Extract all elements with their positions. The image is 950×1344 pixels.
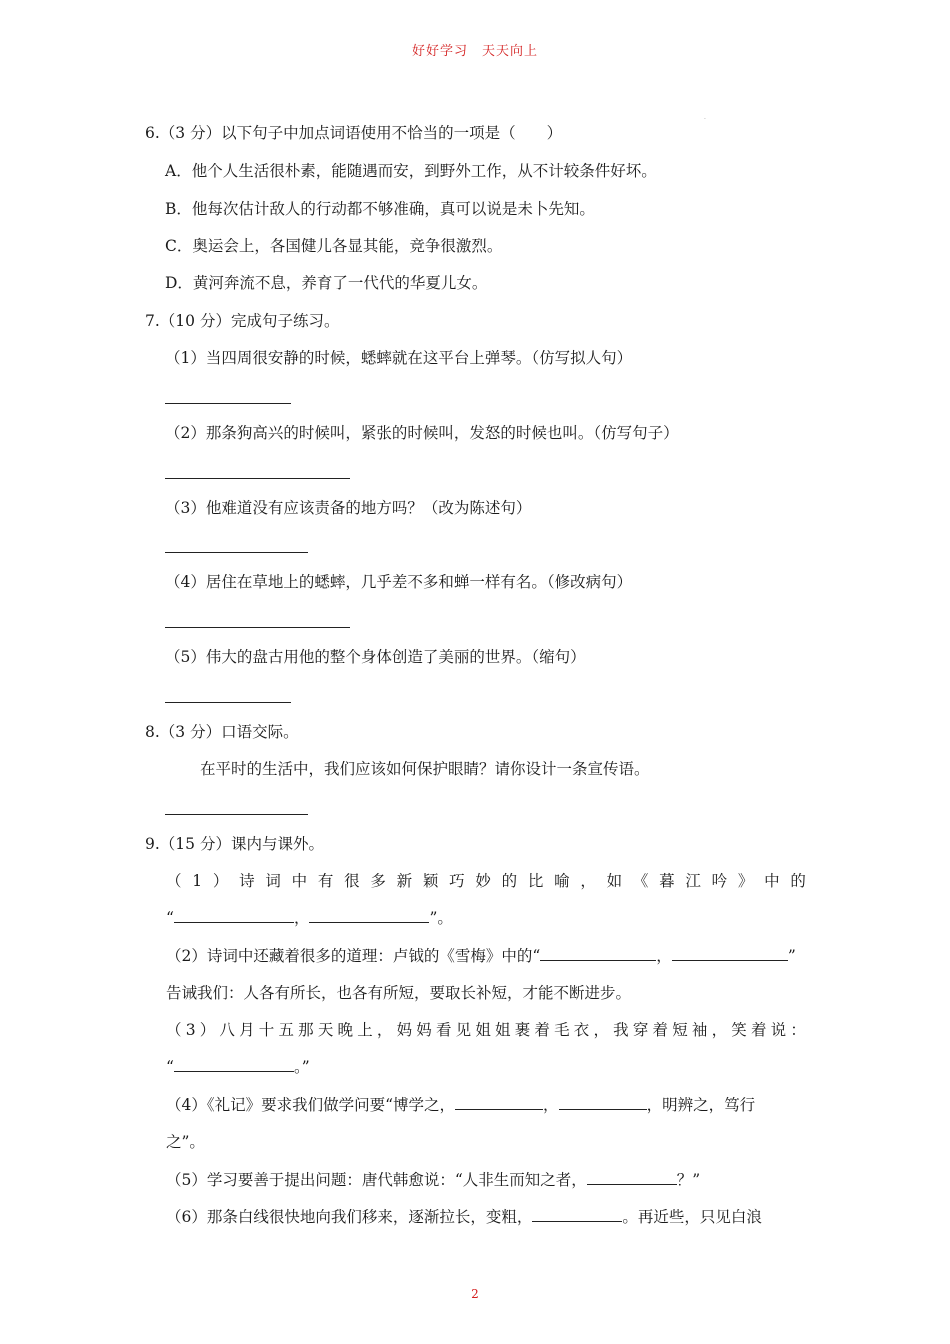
justified-char: 吟	[711, 872, 728, 890]
q8-stem: 8.（3 分）口语交际。	[145, 723, 299, 741]
q9-part2-blank-2[interactable]	[672, 946, 788, 961]
justified-char: 见	[455, 1021, 472, 1039]
q9-part4-comma: ，	[543, 1096, 559, 1114]
q9-part1-open-quote: “	[166, 909, 174, 927]
justified-char: 妙	[475, 872, 491, 890]
justified-char: 我	[613, 1021, 629, 1039]
q8-prompt: 在平时的生活中，我们应该如何保护眼睛？请你设计一条宣传语。	[200, 760, 650, 778]
q7-answer-line-1[interactable]	[165, 403, 291, 404]
justified-char: （	[166, 1021, 182, 1039]
scan-dot: ·	[704, 116, 706, 123]
justified-char: 天	[317, 1021, 334, 1039]
q6-option-a: A．他个人生活很朴素，能随遇而安，到野外工作，从不计较条件好坏。	[165, 162, 657, 180]
q9-stem: 9.（15 分）课内与课外。	[145, 835, 324, 853]
q9-part2-continued: 告诫我们：人各有所长，也各有所短，要取长补短，才能不断进步。	[166, 984, 632, 1002]
q7-answer-line-4[interactable]	[165, 627, 350, 628]
page-number: 2	[471, 1287, 479, 1301]
q8-answer-line[interactable]	[165, 814, 308, 815]
q9-part4-tail: ，明辨之，笃行	[646, 1096, 756, 1114]
q9-part1-comma: ，	[293, 909, 310, 927]
q7-stem: 7.（10 分）完成句子练习。	[145, 312, 340, 330]
justified-char: 如	[606, 872, 623, 890]
justified-char: 《	[632, 872, 649, 890]
q9-part6-lead: （6）那条白线很快地向我们移来，逐渐拉长，变粗，	[166, 1208, 533, 1226]
justified-char: 1	[192, 872, 203, 890]
q9-part2-blank-1[interactable]	[540, 946, 656, 961]
q9-part6-blank[interactable]	[532, 1207, 622, 1222]
justified-char: 短	[672, 1021, 688, 1039]
justified-char: ，	[711, 1021, 728, 1039]
q9-part1-blank-1[interactable]	[174, 908, 294, 923]
q9-part4-blank-2[interactable]	[559, 1095, 647, 1110]
justified-char: ）	[212, 872, 229, 890]
justified-char: 那	[298, 1021, 314, 1039]
q6-option-d: D．黄河奔流不息，养育了一代代的华夏儿女。	[165, 274, 488, 292]
q7-sub2: （2）那条狗高兴的时候叫，紧张的时候叫，发怒的时候也叫。（仿写句子）	[165, 424, 679, 442]
q9-part2-line	[166, 946, 796, 966]
justified-char: 袖	[691, 1021, 708, 1039]
q9-part4-continued: 之”。	[166, 1133, 205, 1151]
justified-char: 毛	[554, 1021, 570, 1039]
justified-char: 巧	[449, 872, 465, 890]
q9-part2-close-quote: ”	[787, 947, 796, 965]
justified-char: 看	[435, 1021, 452, 1039]
justified-char: ）	[199, 1021, 216, 1039]
justified-char: （	[166, 872, 182, 890]
justified-char: 江	[685, 872, 701, 890]
justified-char: 着	[652, 1021, 669, 1039]
justified-char: 五	[278, 1021, 294, 1039]
justified-char: 穿	[632, 1021, 649, 1039]
q9-part5-line	[166, 1170, 700, 1190]
justified-char: 3	[185, 1021, 196, 1039]
q9-part3-blanks	[166, 1057, 310, 1077]
justified-char: ：	[790, 1021, 806, 1039]
justified-char: 喻	[554, 872, 570, 890]
justified-char: 十	[258, 1021, 275, 1039]
q9-part3-blank[interactable]	[174, 1057, 294, 1072]
justified-char: 比	[527, 872, 544, 890]
q9-part1-close-quote: ”。	[429, 909, 453, 927]
q7-sub1: （1）当四周很安静的时候，蟋蟀就在这平台上弹琴。（仿写拟人句）	[165, 349, 633, 367]
q9-part1-blanks	[166, 908, 453, 928]
justified-char: 词	[265, 872, 281, 890]
justified-char: 很	[344, 872, 360, 890]
q7-answer-line-2[interactable]	[165, 478, 350, 479]
q6-option-b: B．他每次估计敌人的行动都不够准确，真可以说是未卜先知。	[165, 200, 595, 218]
q9-part3-line	[166, 1020, 806, 1040]
justified-char: 暮	[659, 872, 675, 890]
q7-answer-line-3[interactable]	[165, 552, 308, 553]
q7-sub3: （3）他难道没有应该责备的地方吗？（改为陈述句）	[165, 499, 532, 517]
justified-char: 说	[770, 1021, 787, 1039]
justified-char: 中	[291, 872, 308, 890]
justified-char: 衣	[573, 1021, 590, 1039]
justified-char: ，	[376, 1021, 393, 1039]
q9-part3-close-quote: 。”	[293, 1058, 310, 1076]
justified-char: 中	[764, 872, 780, 890]
q6-stem: 6.（3 分）以下句子中加点词语使用不恰当的一项是（ ）	[145, 124, 563, 142]
justified-char: 多	[370, 872, 386, 890]
q9-part4-line	[166, 1095, 755, 1115]
justified-char: 的	[790, 872, 806, 890]
q9-part5-tail: ？”	[676, 1171, 701, 1189]
justified-char: 颖	[422, 872, 439, 890]
justified-char: 笑	[731, 1021, 747, 1039]
q9-part4-blank-1[interactable]	[455, 1095, 543, 1110]
q7-answer-line-5[interactable]	[165, 702, 291, 703]
q6-option-c: C．奥运会上，各国健儿各显其能，竞争很激烈。	[165, 237, 503, 255]
justified-char: ，	[593, 1021, 609, 1039]
justified-char: 妈	[416, 1021, 432, 1039]
justified-char: 有	[317, 872, 334, 890]
justified-char: 着	[534, 1021, 550, 1039]
q9-part4-lead: （4）《礼记》要求我们做学问要“博学之，	[166, 1096, 456, 1114]
justified-char: 裹	[514, 1021, 531, 1039]
q9-part2-lead: （2）诗词中还藏着很多的道理：卢钺的《雪梅》中的“	[166, 947, 541, 965]
q9-part5-blank[interactable]	[587, 1170, 677, 1185]
justified-char: 诗	[239, 872, 255, 890]
q9-part6-line	[166, 1207, 762, 1227]
q9-part6-tail: 。再近些，只见白浪	[622, 1208, 762, 1226]
justified-char: 新	[396, 872, 413, 890]
justified-char: 着	[750, 1021, 767, 1039]
justified-char: 》	[737, 872, 754, 890]
justified-char: 姐	[475, 1021, 491, 1039]
q9-part1-line	[166, 871, 806, 891]
justified-char: ，	[580, 872, 596, 890]
justified-char: 月	[239, 1021, 255, 1039]
q9-part1-blank-2[interactable]	[309, 908, 429, 923]
q7-sub5: （5）伟大的盘古用他的整个身体创造了美丽的世界。（缩句）	[165, 648, 586, 666]
q9-part3-open-quote: “	[166, 1058, 174, 1076]
justified-char: 的	[501, 872, 518, 890]
page-header: 好好学习 天天向上	[411, 44, 538, 59]
justified-char: 姐	[495, 1021, 511, 1039]
justified-char: 妈	[396, 1021, 413, 1039]
justified-char: 上	[357, 1021, 373, 1039]
q7-sub4: （4）居住在草地上的蟋蟀，几乎差不多和蝉一样有名。（修改病句）	[165, 573, 633, 591]
q9-part2-comma: ，	[656, 947, 672, 965]
justified-char: 晚	[337, 1021, 354, 1039]
justified-char: 八	[219, 1021, 235, 1039]
q9-part5-lead: （5）学习要善于提出问题：唐代韩愈说：“人非生而知之者，	[166, 1171, 587, 1189]
